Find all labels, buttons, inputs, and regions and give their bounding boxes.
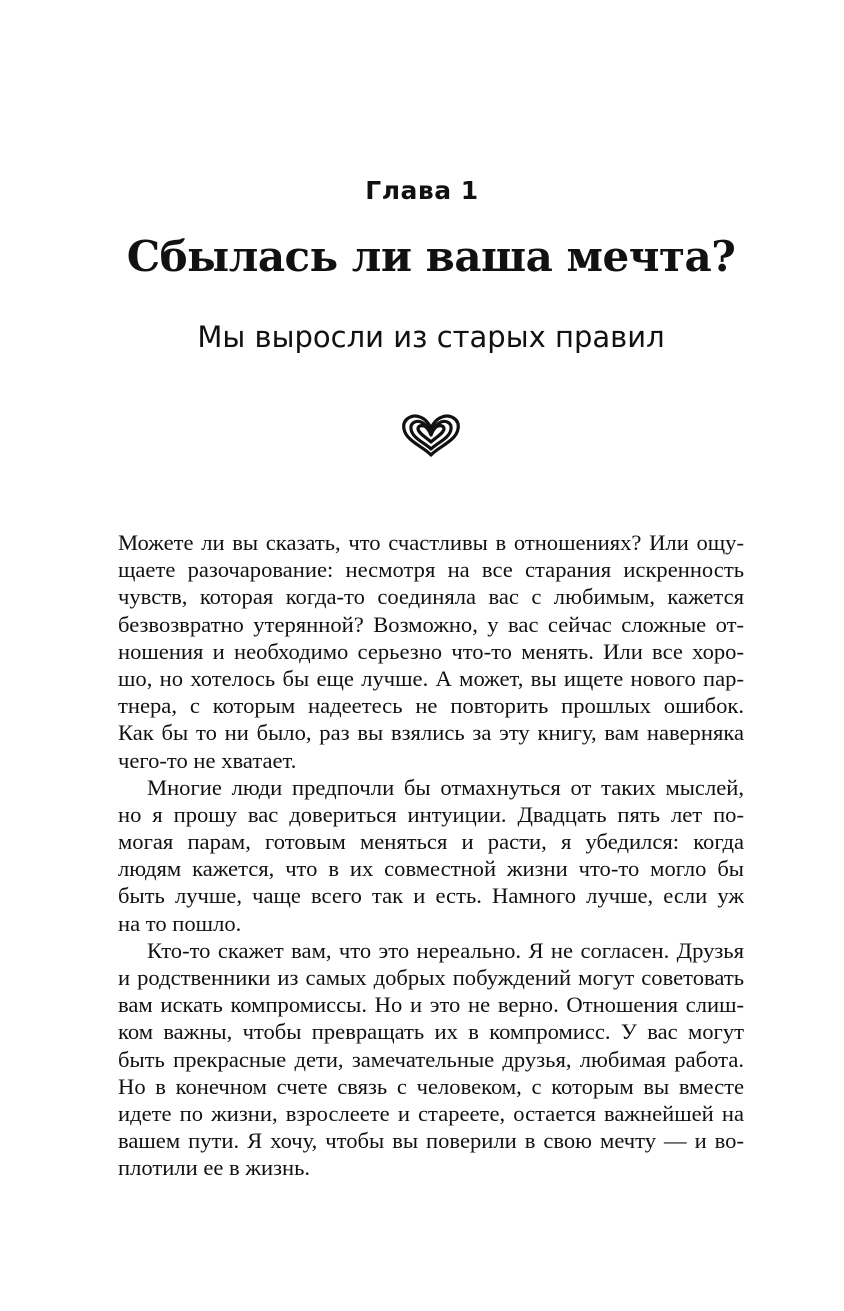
chapter-label: Глава 1 (365, 176, 479, 205)
text-line: людям кажется, что в их совместной жизни что-то могло бы (118, 856, 744, 882)
paragraph-2 (118, 774, 744, 937)
text-line: на то пошло. (118, 910, 242, 936)
text-line: ношения и необходимо серьезно что-то менять. Или все хоро- (118, 638, 744, 664)
text-line: щаете разочарование: несмотря на все старания искренность (118, 557, 744, 583)
text-line: чувств, которая когда-то соединяла вас с любимым, кажется (118, 584, 744, 610)
heart-ornament-icon (400, 411, 462, 461)
text-line: Можете ли вы сказать, что счастливы в отношениях? Или ощу- (118, 530, 744, 555)
text-line: идете по жизни, взрослеете и стареете, остается важнейшей на (118, 1100, 744, 1126)
body-text (118, 529, 744, 1182)
text-line: чего-то не хватает. (118, 747, 297, 773)
text-line: быть лучше, чаще всего так и есть. Намного лучше, если уж (118, 883, 744, 909)
chapter-title: Сбылась ли ваша мечта? (126, 232, 736, 281)
text-line: шо, но хотелось бы еще лучше. А может, вы ищете нового пар- (118, 665, 744, 691)
text-line: плотили ее в жизнь. (118, 1155, 311, 1181)
text-line: вашем пути. Я хочу, чтобы вы поверили в свою мечту — и во- (118, 1128, 744, 1154)
text-line: Кто-то скажет вам, что это нереально. Я не согласен. Друзья (147, 937, 744, 963)
text-line: могая парам, готовым меняться и расти, я убедился: когда (118, 829, 744, 855)
paragraph-3 (118, 937, 744, 1182)
text-line: ком важны, чтобы превращать их в компромисс. У вас могут (118, 1019, 744, 1045)
paragraph-1 (118, 529, 744, 774)
chapter-subtitle: Мы выросли из старых правил (197, 320, 665, 354)
text-line: но я прошу вас довериться интуиции. Двадцать пять лет по- (118, 801, 744, 827)
text-line: Многие люди предпочли бы отмахнуться от таких мыслей, (147, 774, 744, 800)
text-line: вам искать компромиссы. Но и это не верно. Отношения слиш- (118, 992, 744, 1018)
text-line: Но в конечном счете связь с человеком, с которым вы вместе (118, 1073, 744, 1099)
text-line: быть прекрасные дети, замечательные друзья, любимая работа. (118, 1046, 744, 1072)
text-line: и родственники из самых добрых побуждений могут советовать (118, 965, 744, 990)
text-line: тнера, с которым надеетесь не повторить прошлых ошибок. (118, 693, 744, 719)
text-line: безвозвратно утерянной? Возможно, у вас сейчас сложные от- (118, 611, 744, 637)
text-line: Как бы то ни было, раз вы взялись за эту книгу, вам наверняка (118, 720, 744, 746)
